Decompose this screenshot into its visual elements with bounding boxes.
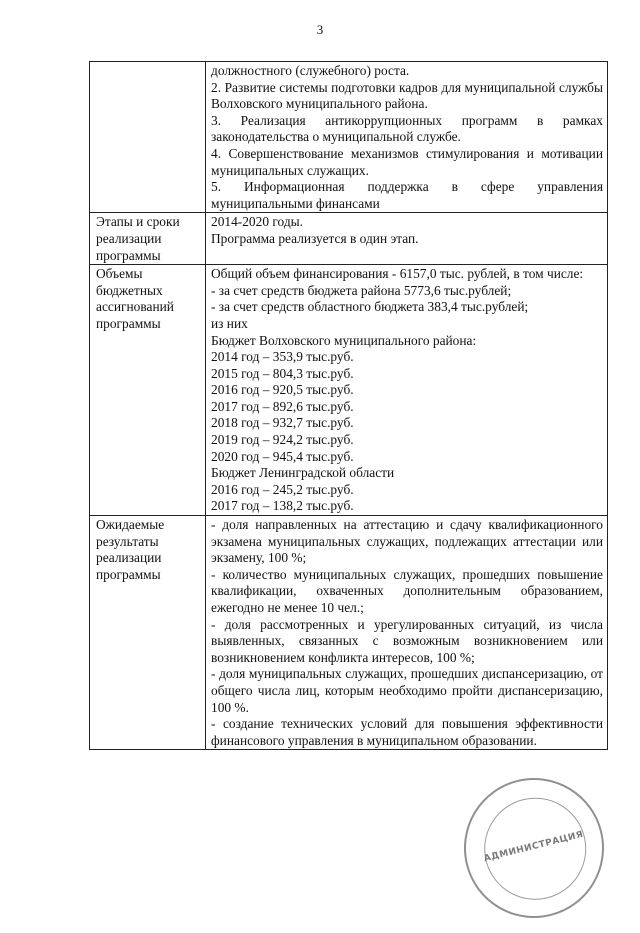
text-line: 2014 год – 353,9 тыс.руб. [211,349,354,365]
text-line: 2015 год – 804,3 тыс.руб. [211,365,354,381]
row-content [206,516,608,750]
seal-text: АДМИНИСТРАЦИЯ [482,829,585,865]
row-label: Объемы бюджетных ассигнований программы [90,265,206,516]
table-row [90,265,608,516]
text-line: должностного (служебного) роста. [211,63,410,78]
text-line: 4. Совершенствование механизмов стимулирования и мотивации муниципальных служащих. [211,145,603,178]
row-label: Этапы и сроки реализации программы [90,213,206,265]
text-line: - за счет средств областного бюджета 383,4 тыс.рублей; [211,299,529,315]
text-line: из них [211,315,248,331]
page-number: 3 [316,22,324,37]
text-line: 2017 год – 138,2 тыс.руб. [211,498,354,514]
text-line: 2018 год – 932,7 тыс.руб. [211,415,354,431]
text-line: - доля муниципальных служащих, прошедших диспансеризацию, от общего числа лиц, которым необходимо пройти диспансеризацию, 100 %. [211,666,603,715]
table-row [90,516,608,750]
row-label [90,62,206,213]
table-row [90,213,608,265]
text-line: 2016 год – 245,2 тыс.руб. [211,481,354,497]
text-line: 5. Информационная поддержка в сфере управления муниципальными финансами [211,179,603,211]
text-line: - создание технических условий для повышения эффективности финансового управления в муниципальном образовании. [211,716,603,748]
row-content [206,213,608,265]
text-line: - количество муниципальных служащих, прошедших повышение квалификации, охваченных дополнительным образованием, ежегодно не менее 10 чел.; [211,566,603,615]
text-line: 3. Реализация антикоррупционных программ в рамках законодательства о муниципальной службе. [211,112,603,145]
text-line: 2020 год – 945,4 тыс.руб. [211,448,354,464]
text-line: - доля рассмотренных и урегулированных ситуаций, из числа выявленных, связанных с возможным возникновением или возникновением конфликта интересов, 100 %; [211,616,603,665]
program-passport-table [89,61,608,750]
text-line: 2016 год – 920,5 тыс.руб. [211,382,354,398]
text-line: 2. Развитие системы подготовки кадров для муниципальной службы Волховского муниципального района. [211,79,603,112]
row-label: Ожидаемые результаты реализации программы [90,516,206,750]
row-content [206,62,608,213]
text-line: 2017 год – 892,6 тыс.руб. [211,398,354,414]
official-seal-stamp [449,763,619,933]
text-line: 2019 год – 924,2 тыс.руб. [211,432,354,448]
table-row [90,62,608,213]
text-line: Программа реализуется в один этап. [211,230,419,246]
text-line: Общий объем финансирования - 6157,0 тыс. рублей, в том числе: [211,266,584,282]
row-content [206,265,608,516]
text-line: - за счет средств бюджета района 5773,6 тыс.рублей; [211,282,512,298]
text-line: 2014-2020 годы. [211,214,303,230]
text-line: Бюджет Ленинградской области [211,465,395,481]
text-line: - доля направленных на аттестацию и сдачу квалификационного экзамена муниципальных служащих, подлежащих аттестации или экзамену, 100 %; [211,517,603,566]
text-line: Бюджет Волховского муниципального района: [211,332,477,348]
